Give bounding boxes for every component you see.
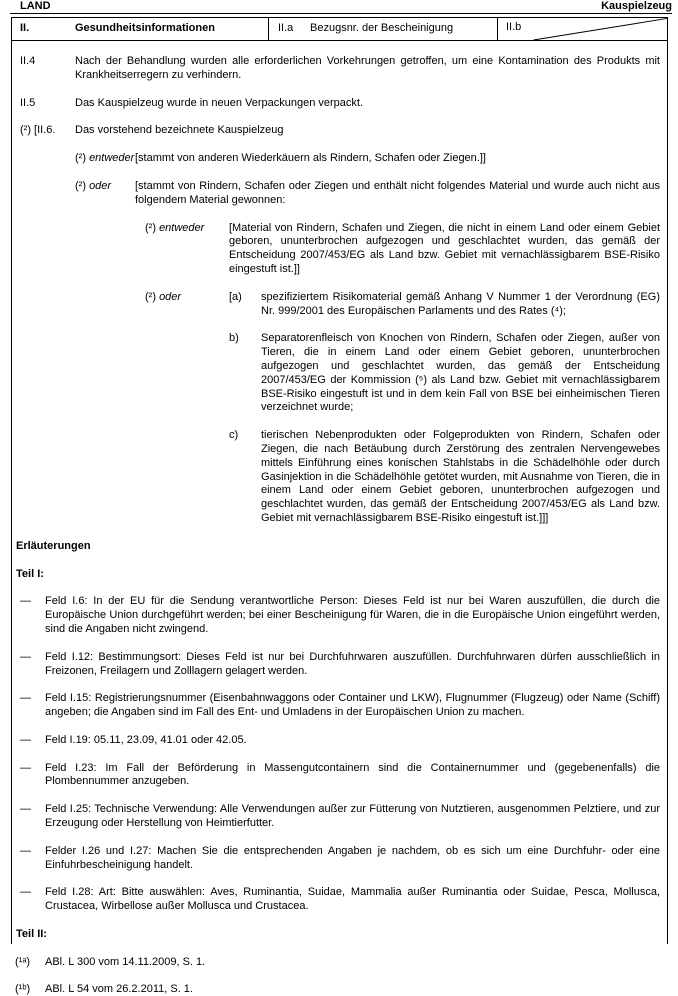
sub-item-c: [229, 429, 660, 526]
note-text: Feld I.19: 05.11, 23.09, 41.01 oder 42.05.: [45, 733, 247, 746]
dash-bullet: —: [20, 650, 31, 663]
certificate-body: [11, 41, 668, 995]
footnote-label: (¹ᵃ): [15, 955, 31, 968]
note-item-I26-I27: [15, 845, 660, 873]
country-label: LAND: [20, 0, 51, 12]
note-text: Feld I.12: Bestimmungsort: Dieses Feld ist nur bei Durchfuhrwaren auszufüllen. Durchfuhrwaren dürfen ausschließlich in Freizonen, Freilagern und Zolllagern gelagert werden.: [45, 650, 660, 677]
sub-item-b: [229, 332, 660, 415]
header-cell-reference: [268, 18, 497, 40]
certificate-clause-II6: [15, 124, 660, 138]
reference-number-label: II.a: [278, 22, 294, 35]
sub-item-text: tierischen Nebenprodukten oder Folgeprodukten von Rindern, Schafen oder Ziegen, die nach Betäubung durch Zerstörung des zentralen Nervengewebes mittels Einführung eines konischen Stahlstabs in die Schädelhöhle oder durch Gasinjektion in die Schädelhöhle getötet wurden, mit Ausnahme von Tieren, die in einem Land oder einem Gebiet geboren, ununterbrochen aufgezogen und geschlachtet wurden, das gemäß der Entscheidung 2007/453/EG als Land bzw. Gebiet mit vernachlässigbarem BSE-Risiko eingestuft ist.]]]: [261, 429, 660, 524]
dash-bullet: —: [20, 761, 31, 774]
sub-item-text: Separatorenfleisch von Knochen von Rindern, Schafen oder Ziegen, außer von Tieren, die in einem Land oder einem Gebiet geboren, ununterbrochen aufgezogen und geschlachtet wurden, das gemäß der Entscheidung 2007/453/EG der Kommission (⁵) als Land bzw. Gebiet mit vernachlässigbarem BSE-Risiko eingestuft ist und in dem kein Fall von BSE bei einheimischen Tieren verzeichnet wurde;: [261, 332, 660, 414]
dash-bullet: —: [20, 844, 31, 857]
note-text: Felder I.26 und I.27: Machen Sie die entsprechenden Angaben je nachdem, ob es sich um eine Durchfuhr- oder eine Einfuhrbescheinigung handelt.: [45, 844, 660, 871]
dash-bullet: —: [20, 733, 31, 746]
footnote-1b: [15, 983, 660, 996]
option-label: (²) entweder: [145, 221, 205, 234]
note-text: Feld I.28: Art: Bitte auswählen: Aves, Ruminantia, Suidae, Mammalia außer Ruminantia oder Suidae, Pesca, Mollusca, Crustacea, Wirbellose außer Mollusca und Crustacea.: [45, 886, 660, 913]
sub-item-a: [229, 291, 660, 319]
part-title: Gesundheitsinformationen: [75, 22, 215, 35]
option-or-1: [75, 180, 660, 208]
note-item-I19: [15, 734, 660, 748]
note-item-I12: [15, 651, 660, 679]
note-item-I23: [15, 762, 660, 790]
part-number: II.: [20, 22, 30, 35]
sub-item-label: c): [229, 429, 239, 442]
note-text: Feld I.15: Registrierungsnummer (Eisenbahnwaggons oder Container und LKW), Flugnummer (Flugzeug) oder Name (Schiff) angeben; die Angaben sind im Fall des Ent- und Umladens in der Europäischen Union zu machen.: [45, 692, 660, 719]
clause-label: II.5: [20, 96, 36, 109]
product-label: Kauspielzeug: [601, 0, 672, 12]
sub-item-label: b): [229, 332, 239, 345]
option-either-2: [145, 222, 660, 277]
dash-bullet: —: [20, 886, 31, 899]
option-either-1: [75, 152, 660, 166]
reference-title: Bezugsnr. der Bescheinigung: [310, 22, 454, 35]
clause-text: Nach der Behandlung wurden alle erforderlichen Vorkehrungen getroffen, um eine Kontamination des Produkts mit Krankheitserregern zu verhindern.: [75, 55, 660, 81]
part1-title: Teil I:: [16, 567, 44, 580]
clause-label: II.4: [20, 55, 36, 67]
option-text: [stammt von Rindern, Schafen oder Ziegen und enthält nicht folgendes Material und wurde auch nicht aus folgendem Material gewonnen:: [135, 179, 660, 206]
sub-item-text: spezifiziertem Risikomaterial gemäß Anhang V Nummer 1 der Verordnung (EG) Nr. 999/2001 des Europäischen Parlaments und des Rates (⁴);: [261, 290, 660, 317]
clause-label: (²) [II.6.: [20, 124, 56, 137]
clause-text: Das Kauspielzeug wurde in neuen Verpackungen verpackt.: [75, 96, 364, 109]
option-text: [stammt von anderen Wiederkäuern als Rindern, Schafen oder Ziegen.]]: [135, 152, 486, 165]
certificate-header-table: [11, 17, 668, 41]
option-label: (²) oder: [145, 290, 182, 303]
footnote-label: (¹ᵇ): [15, 982, 31, 995]
option-sub-list: [229, 291, 660, 526]
page-top-rule: [10, 0, 672, 14]
option-text: [Material von Rindern, Schafen und Ziegen, die nicht in einem Land oder einem Gebiet geboren, ununterbrochen aufgezogen und geschlachtet wurden, das gemäß der Entscheidung 2007/453/EG als Land bzw. Gebiet mit vernachlässigbarem BSE-Risiko eingestuft ist.]]: [229, 221, 660, 275]
notes-title: Erläuterungen: [16, 539, 91, 552]
header-cell-local-reference: [497, 18, 667, 40]
note-item-I25: [15, 803, 660, 831]
local-reference-label: II.b: [506, 21, 522, 33]
header-cell-part: [12, 18, 268, 40]
clause-text: Das vorstehend bezeichnete Kauspielzeug: [75, 124, 284, 137]
diagonal-strike-line: [498, 18, 667, 40]
dash-bullet: —: [20, 595, 31, 608]
note-text: Feld I.25: Technische Verwendung: Alle Verwendungen außer zur Fütterung von Nutztieren, ausgenommen Pelztiere, und zur Erzeugung oder Herstellung von Heimtierfutter.: [45, 803, 660, 830]
part2-title: Teil II:: [16, 928, 47, 941]
note-item-I6: [15, 595, 660, 636]
dash-bullet: —: [20, 803, 31, 816]
option-label: (²) oder: [75, 179, 112, 192]
note-text: Feld I.23: Im Fall der Beförderung in Massengutcontainern sind die Containernummer und (gegebenenfalls) die Plombennummer anzugeben.: [45, 761, 660, 788]
sub-item-label: [a): [229, 290, 242, 303]
footnote-text: ABl. L 300 vom 14.11.2009, S. 1.: [45, 955, 206, 968]
dash-bullet: —: [20, 692, 31, 705]
note-text: Feld I.6: In der EU für die Sendung verantwortliche Person: Dieses Feld ist nur bei Waren auszufüllen, die durch die Europäische Union durchgeführt werden; bei einer Bescheinigung für Waren, die in die Europäische Union eingeführt werden, sind die Angaben nicht zwingend.: [45, 595, 660, 635]
certificate-clause-II4: [15, 55, 660, 83]
option-or-2: [145, 291, 660, 526]
option-label: (²) entweder: [75, 152, 135, 165]
footnote-text: ABl. L 54 vom 26.2.2011, S. 1.: [45, 982, 193, 995]
note-item-I15: [15, 692, 660, 720]
note-item-I28: [15, 886, 660, 914]
certificate-clause-II5: [15, 97, 660, 111]
footnote-1a: [15, 956, 660, 970]
